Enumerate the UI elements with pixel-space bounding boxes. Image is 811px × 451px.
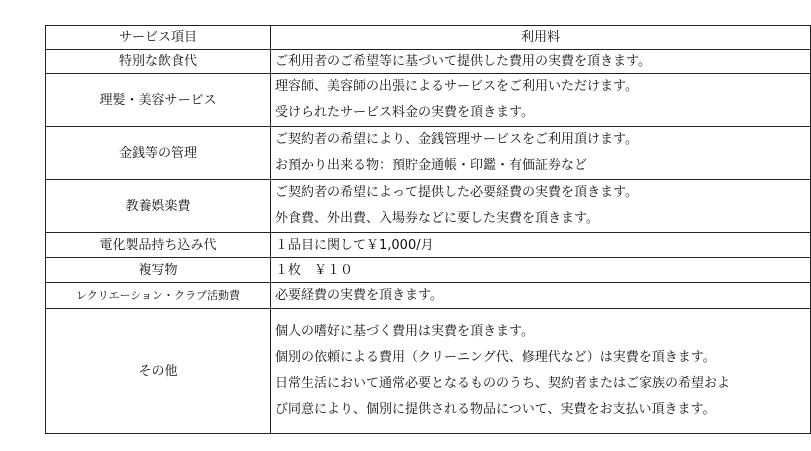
table-row [46, 309, 811, 434]
row-item: 理髪・美容サービス [46, 74, 271, 127]
row-item: 特別な飲食代 [46, 50, 271, 74]
row-fee [271, 180, 811, 233]
table-row [46, 74, 811, 127]
header-fee: 利用料 [271, 26, 811, 50]
fee-line: １枚 ￥１０ [275, 262, 354, 278]
row-fee [271, 283, 811, 309]
fee-line: ご契約者の希望により、金銭管理サービスをご利用頂けます。 [275, 132, 638, 147]
fee-line: 個人の嗜好に基づく費用は実費を頂きます。 [275, 324, 534, 339]
row-item: 複写物 [46, 258, 271, 283]
fee-line: び同意により、個別に提供される物品について、実費をお支払い頂きます。 [275, 402, 716, 417]
fee-table-container [45, 25, 811, 434]
fee-line: １品目に関して￥1,000/月 [275, 237, 434, 253]
row-item: 電化製品持ち込み代 [46, 233, 271, 258]
table-row [46, 258, 811, 283]
fee-line: 個別の依頼による費用（クリーニング代、修理代など）は実費を頂きます。 [275, 350, 716, 365]
table-row [46, 180, 811, 233]
row-fee [271, 233, 811, 258]
row-fee [271, 258, 811, 283]
row-fee [271, 309, 811, 434]
fee-line: 受けられたサービス料金の実費を頂きます。 [275, 105, 534, 120]
fee-line: 必要経費の実費を頂きます。 [275, 288, 443, 303]
row-item: その他 [46, 309, 271, 434]
row-fee [271, 74, 811, 127]
row-fee [271, 50, 811, 74]
fee-table [45, 25, 811, 434]
table-header-row [46, 26, 811, 50]
fee-line: 日常生活において通常必要となるもののうち、契約者またはご家族の希望およ [275, 376, 731, 391]
fee-line: 外食費、外出費、入場券などに要した実費を頂きます。 [275, 211, 599, 226]
table-row [46, 283, 811, 309]
fee-line: お預かり出来る物：預貯金通帳・印鑑・有価証券など [275, 158, 588, 173]
row-fee [271, 127, 811, 180]
fee-line: ご契約者の希望によって提供した必要経費の実費を頂きます。 [275, 185, 638, 200]
table-row [46, 127, 811, 180]
row-item: 教養娯楽費 [46, 180, 271, 233]
fee-line: ご利用者のご希望等に基づいて提供した費用の実費を頂きます。 [275, 54, 651, 69]
row-item: レクリエーション・クラブ活動費 [46, 283, 271, 309]
table-row [46, 233, 811, 258]
row-item: 金銭等の管理 [46, 127, 271, 180]
fee-line: 理容師、美容師の出張によるサービスをご利用いただけます。 [275, 79, 638, 94]
header-service-item: サービス項目 [46, 26, 271, 50]
table-row [46, 50, 811, 74]
